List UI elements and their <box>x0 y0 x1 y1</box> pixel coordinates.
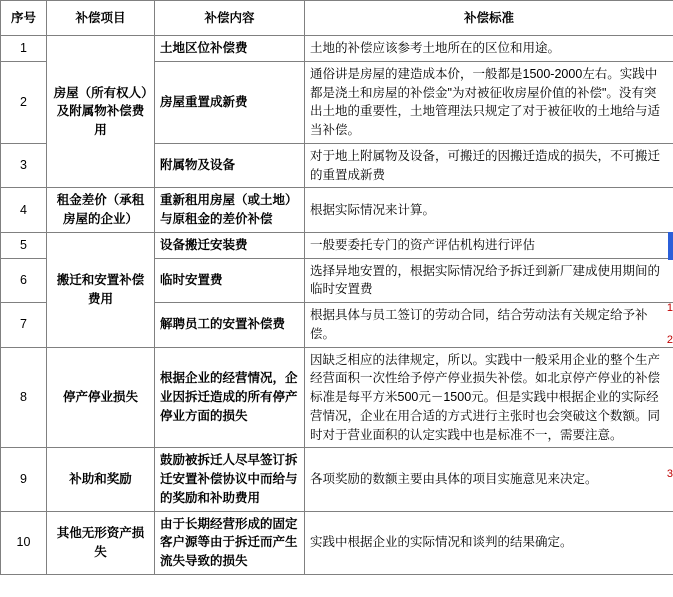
cell-standard: 根据实际情况来计算。 <box>305 188 673 233</box>
edge-marker-2: 2 <box>666 334 673 346</box>
cell-content: 临时安置费 <box>155 258 305 303</box>
cell-standard: 根据具体与员工签订的劳动合同，结合劳动法有关规定给予补偿。 <box>305 303 673 348</box>
cell-item: 补助和奖励 <box>47 448 155 511</box>
table-header-row <box>1 1 673 36</box>
column-header-content: 补偿内容 <box>155 1 305 36</box>
cell-standard: 一般要委托专门的资产评估机构进行评估 <box>305 232 673 258</box>
edge-marker-1: 1 <box>666 302 673 314</box>
cell-standard: 通俗讲是房屋的建造成本价，一般都是1500-2000左右。实践中都是浇土和房屋的补偿金"为对被征收房屋价值的补偿"。没有突出土地的重要性，土地管理法只规定了对于被征收的土地给与适当补偿。 <box>305 61 673 143</box>
cell-index: 10 <box>1 511 47 574</box>
table-row <box>1 347 673 448</box>
cell-item: 租金差价（承租房屋的企业） <box>47 188 155 233</box>
cell-content: 房屋重置成新费 <box>155 61 305 143</box>
cell-item: 其他无形资产损失 <box>47 511 155 574</box>
edge-marker-3: 3 <box>666 468 673 480</box>
table-row <box>1 36 673 62</box>
cell-standard: 因缺乏相应的法律规定，所以。实践中一般采用企业的整个生产经营面积一次性给予停产停业损失补偿。如北京停产停业的补偿标准是每平方米500元－1500元。但是实践中根据企业的实际经营情况，企业在用合适的方式进行主张时也会突破这个数额。同时对于营业面积的认定实践中也是标准不一，需要注意。 <box>305 347 673 448</box>
cell-content: 土地区位补偿费 <box>155 36 305 62</box>
cell-content: 解聘员工的安置补偿费 <box>155 303 305 348</box>
cell-index: 2 <box>1 61 47 143</box>
cell-index: 6 <box>1 258 47 303</box>
table-row <box>1 511 673 574</box>
cell-content: 重新租用房屋（或土地）与原租金的差价补偿 <box>155 188 305 233</box>
cell-index: 9 <box>1 448 47 511</box>
cell-standard: 选择异地安置的，根据实际情况给予拆迁到新厂建成使用期间的临时安置费 <box>305 258 673 303</box>
cell-index: 8 <box>1 347 47 448</box>
cell-content: 设备搬迁安装费 <box>155 232 305 258</box>
cell-content: 鼓励被拆迁人尽早签订拆迁安置补偿协议中而给与的奖励和补助费用 <box>155 448 305 511</box>
column-header-index: 序号 <box>1 1 47 36</box>
cell-content: 附属物及设备 <box>155 143 305 188</box>
cell-content: 根据企业的经营情况，企业因拆迁造成的所有停产停业方面的损失 <box>155 347 305 448</box>
table-row <box>1 232 673 258</box>
cell-index: 5 <box>1 232 47 258</box>
cell-content: 由于长期经营形成的固定客户源等由于拆迁而产生流失导致的损失 <box>155 511 305 574</box>
cell-item: 搬迁和安置补偿费用 <box>47 232 155 347</box>
column-header-standard: 补偿标准 <box>305 1 673 36</box>
table-row <box>1 188 673 233</box>
cell-item: 停产停业损失 <box>47 347 155 448</box>
cell-standard: 实践中根据企业的实际情况和谈判的结果确定。 <box>305 511 673 574</box>
cell-item: 房屋（所有权人）及附属物补偿费用 <box>47 36 155 188</box>
scroll-thumb[interactable] <box>668 232 673 260</box>
cell-index: 7 <box>1 303 47 348</box>
cell-index: 4 <box>1 188 47 233</box>
table-body <box>1 36 673 575</box>
cell-standard: 各项奖励的数额主要由具体的项目实施意见来决定。 <box>305 448 673 511</box>
column-header-item: 补偿项目 <box>47 1 155 36</box>
cell-index: 3 <box>1 143 47 188</box>
cell-standard: 对于地上附属物及设备，可搬迁的因搬迁造成的损失，不可搬迁的重置成新费 <box>305 143 673 188</box>
cell-index: 1 <box>1 36 47 62</box>
table-header <box>1 1 673 36</box>
cell-standard: 土地的补偿应该参考土地所在的区位和用途。 <box>305 36 673 62</box>
table-row <box>1 448 673 511</box>
